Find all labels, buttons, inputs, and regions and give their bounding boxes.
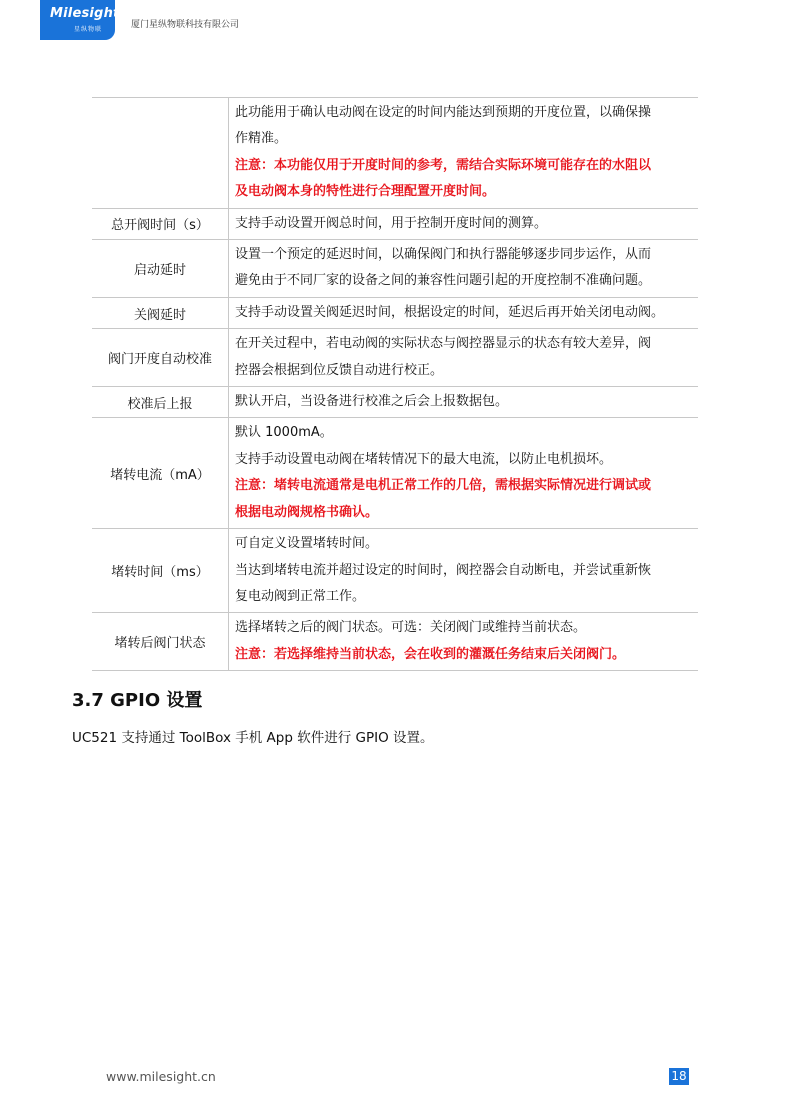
table-row [92,387,698,418]
parameter-name: 堵转时间（ms） [92,529,229,613]
parameter-description [229,529,699,613]
section-paragraph: UC521 支持通过 ToolBox 手机 App 软件进行 GPIO 设置。 [72,730,434,746]
logo-brand: Milesight [50,6,120,21]
description-line: 复电动阀到正常工作。 [235,588,366,604]
description-line: 此功能用于确认电动阀在设定的时间内能达到预期的开度位置，以确保操 [235,105,652,120]
warning-text: 根据电动阀规格书确认。 [235,504,379,520]
parameter-description [229,418,699,529]
parameter-name: 校准后上报 [92,387,229,418]
description-line: 控器会根据到位反馈自动进行校正。 [235,362,444,378]
parameter-name: 总开阀时间（s） [92,208,229,239]
table-row [92,418,698,529]
description-line: 选择堵转之后的阀门状态。可选：关闭阀门或维持当前状态。 [235,620,587,636]
table-row [92,98,698,209]
description-line: 支持手动设置关阀延迟时间，根据设定的时间，延迟后再开始关闭电动阀。 [235,304,665,320]
table-row [92,613,698,671]
description-line: 默认 1000mA。 [235,425,333,441]
parameter-description [229,208,699,239]
warning-text: 及电动阀本身的特性进行合理配置开度时间。 [235,184,496,200]
parameter-description [229,387,699,418]
parameter-description [229,240,699,298]
parameter-name: 关阀延时 [92,297,229,328]
parameter-description [229,613,699,671]
warning-text: 注意：本功能仅用于开度时间的参考，需结合实际环境可能存在的水阻以 [235,157,652,173]
description-line: 作精准。 [235,131,288,147]
table-row [92,240,698,298]
footer-url[interactable]: www.milesight.cn [106,1069,216,1084]
warning-text: 注意：若选择维持当前状态，会在收到的灌溉任务结束后关闭阀门。 [235,646,626,662]
page-number: 18 [669,1068,689,1085]
description-line: 可自定义设置堵转时间。 [235,536,379,552]
parameter-name: 启动延时 [92,240,229,298]
table-row [92,208,698,239]
description-line: 支持手动设置电动阀在堵转情况下的最大电流，以防止电机损坏。 [235,451,613,467]
table-row [92,529,698,613]
table-row [92,329,698,387]
section-heading: 3.7 GPIO 设置 [72,690,203,711]
parameter-name: 堵转后阀门状态 [92,613,229,671]
description-line: 设置一个预定的延迟时间，以确保阀门和执行器能够逐步同步运作，从而 [235,247,652,263]
description-line: 默认开启，当设备进行校准之后会上报数据包。 [235,394,509,410]
description-line: 当达到堵转电流并超过设定的时间时，阀控器会自动断电，并尝试重新恢 [235,562,652,578]
description-line: 在开关过程中，若电动阀的实际状态与阀控器显示的状态有较大差异，阀 [235,336,652,352]
warning-text: 注意：堵转电流通常是电机正常工作的几倍，需根据实际情况进行调试或 [235,478,652,494]
parameter-description [229,98,699,209]
parameter-description [229,329,699,387]
parameter-name: 堵转电流（mA） [92,418,229,529]
company-name: 厦门星纵物联科技有限公司 [131,20,240,30]
parameter-description [229,297,699,328]
logo-sub: 星纵物联 [74,26,103,33]
parameter-name: 阀门开度自动校准 [92,329,229,387]
parameter-table [92,97,698,671]
table-row [92,297,698,328]
milesight-logo [40,0,120,40]
description-line: 支持手动设置开阀总时间，用于控制开度时间的测算。 [235,215,548,231]
parameter-name [92,98,229,209]
description-line: 避免由于不同厂家的设备之间的兼容性问题引起的开度控制不准确问题。 [235,273,652,289]
